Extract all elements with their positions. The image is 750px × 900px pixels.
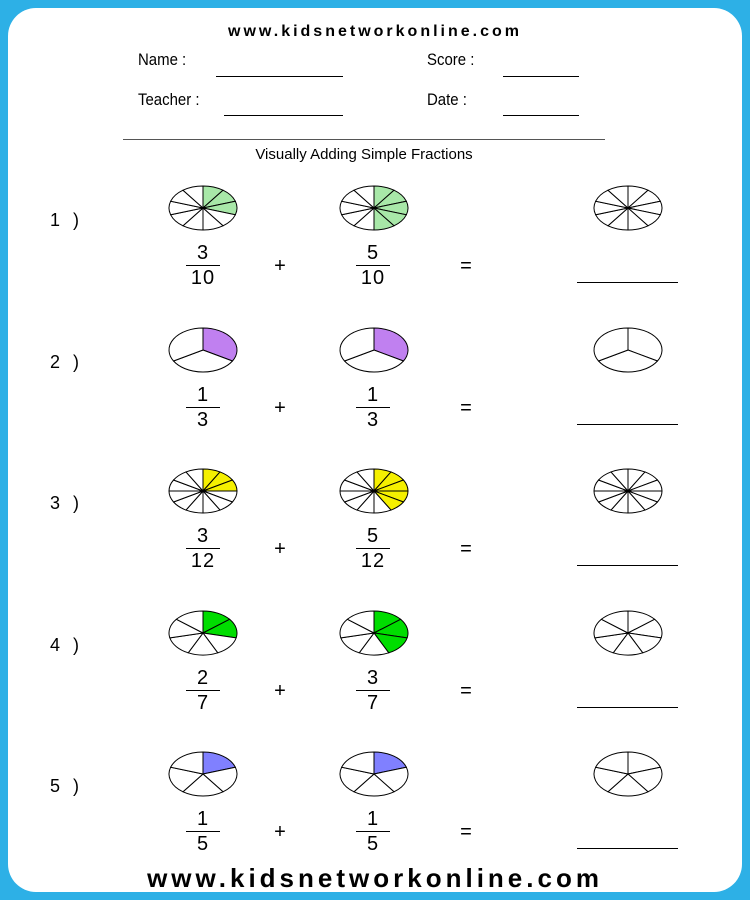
equals-sign: =	[460, 255, 472, 277]
fraction-bar	[356, 407, 390, 408]
answer-line[interactable]	[577, 707, 678, 708]
second-fraction-pie	[336, 749, 412, 799]
second-fraction-pie	[336, 466, 412, 516]
problem-number: 1 )	[50, 210, 84, 230]
date-line[interactable]	[503, 115, 579, 116]
second-fraction	[348, 667, 398, 714]
denominator: 7	[366, 691, 380, 714]
denominator: 5	[366, 833, 380, 855]
problem-number: 3 )	[50, 493, 84, 513]
answer-pie	[590, 325, 666, 375]
denominator: 3	[196, 408, 210, 431]
fraction-bar	[186, 265, 220, 266]
denominator: 7	[196, 691, 210, 714]
first-fraction-pie	[165, 183, 241, 233]
denominator: 12	[360, 550, 386, 572]
first-fraction	[178, 808, 228, 855]
first-fraction-pie	[165, 749, 241, 799]
teacher-label: Teacher :	[138, 90, 200, 109]
denominator: 12	[190, 550, 216, 572]
denominator: 10	[190, 267, 216, 289]
plus-sign: +	[274, 679, 286, 702]
fraction-bar	[356, 548, 390, 549]
equals-sign: =	[460, 821, 472, 843]
answer-pie	[590, 183, 666, 233]
answer-line[interactable]	[577, 565, 678, 566]
plus-sign: +	[274, 396, 286, 419]
equals-sign: =	[460, 538, 472, 560]
equals-sign: =	[460, 679, 472, 702]
numerator: 1	[366, 808, 380, 830]
fraction-bar	[186, 548, 220, 549]
problem-number: 5 )	[50, 776, 84, 796]
plus-sign: +	[274, 538, 286, 560]
site-url-top: www.kidsnetworkonline.com	[228, 23, 522, 40]
second-fraction	[348, 808, 398, 855]
numerator: 3	[366, 666, 380, 689]
first-fraction	[178, 384, 228, 431]
fraction-bar	[186, 407, 220, 408]
answer-pie	[590, 608, 666, 658]
numerator: 5	[366, 525, 380, 547]
equals-sign: =	[460, 396, 472, 419]
name-line[interactable]	[216, 76, 343, 77]
denominator: 10	[360, 267, 386, 289]
fraction-bar	[356, 265, 390, 266]
first-fraction	[178, 667, 228, 714]
score-label: Score :	[427, 50, 475, 69]
denominator: 5	[196, 833, 210, 855]
second-fraction	[348, 242, 398, 289]
answer-pie	[590, 466, 666, 516]
teacher-line[interactable]	[224, 115, 343, 116]
problem-number: 4 )	[50, 634, 84, 655]
second-fraction-pie	[336, 608, 412, 658]
denominator: 3	[366, 408, 380, 431]
numerator: 1	[196, 808, 210, 830]
numerator: 1	[366, 383, 380, 406]
date-label: Date :	[427, 90, 467, 109]
name-label: Name :	[138, 50, 187, 69]
fraction-bar	[186, 831, 220, 832]
first-fraction	[178, 242, 228, 289]
first-fraction-pie	[165, 325, 241, 375]
answer-pie	[590, 749, 666, 799]
second-fraction	[348, 525, 398, 572]
first-fraction	[178, 525, 228, 572]
numerator: 1	[196, 383, 210, 406]
numerator: 5	[366, 242, 380, 264]
first-fraction-pie	[165, 466, 241, 516]
second-fraction-pie	[336, 183, 412, 233]
problem-number: 2 )	[50, 351, 84, 372]
numerator: 3	[196, 525, 210, 547]
numerator: 2	[196, 666, 210, 689]
fraction-bar	[356, 690, 390, 691]
second-fraction	[348, 384, 398, 431]
score-line[interactable]	[503, 76, 579, 77]
plus-sign: +	[274, 255, 286, 277]
answer-line[interactable]	[577, 424, 678, 425]
header-divider	[123, 139, 605, 140]
site-url-bottom: www.kidsnetworkonline.com	[147, 863, 603, 893]
second-fraction-pie	[336, 325, 412, 375]
plus-sign: +	[274, 821, 286, 843]
answer-line[interactable]	[577, 282, 678, 283]
numerator: 3	[196, 242, 210, 264]
fraction-bar	[356, 831, 390, 832]
worksheet	[8, 8, 742, 892]
worksheet-subtitle: Visually Adding Simple Fractions	[255, 146, 473, 163]
fraction-bar	[186, 690, 220, 691]
first-fraction-pie	[165, 608, 241, 658]
answer-line[interactable]	[577, 848, 678, 849]
